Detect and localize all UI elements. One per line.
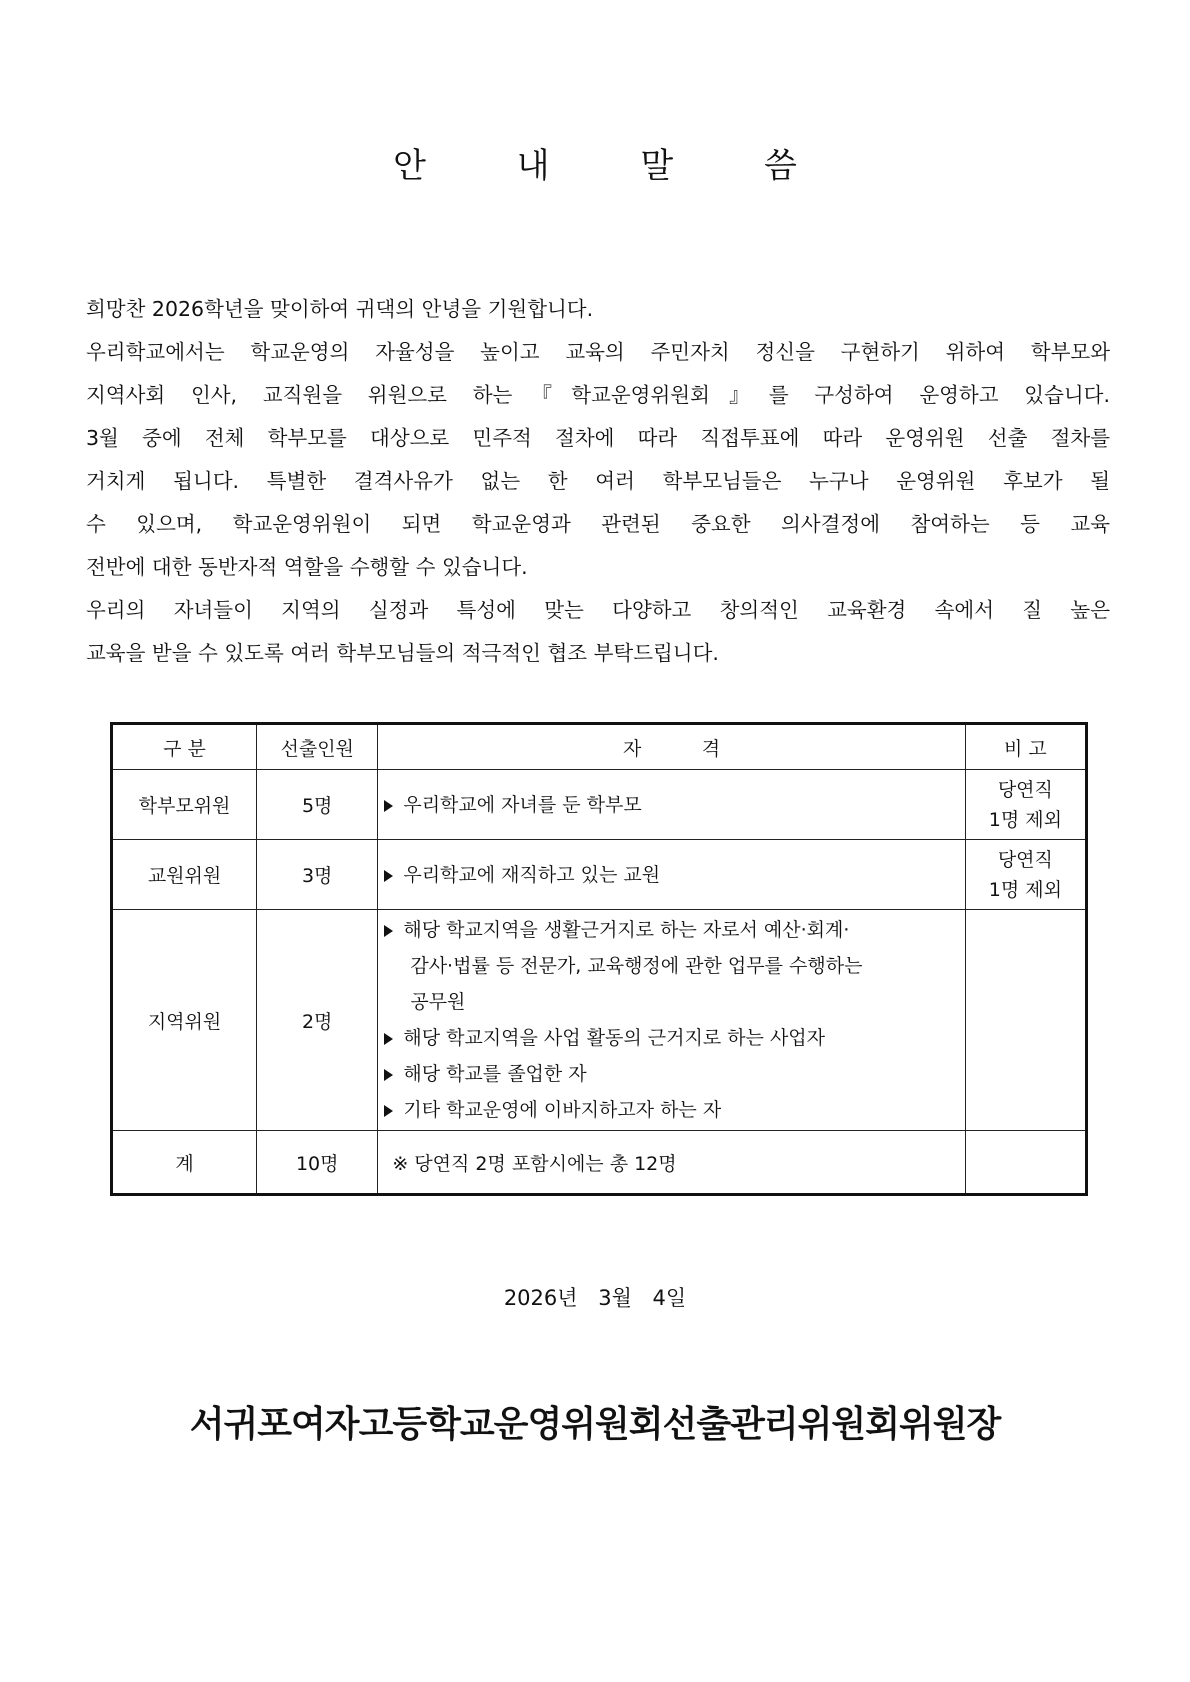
paragraph-line: 3월 중에 전체 학부모를 대상으로 민주적 절차에 따라 직접투표에 따라 운영위원 선출 절차를 [86,426,1110,450]
total-count: 10명 [257,1131,378,1195]
row-count: 3명 [257,840,378,910]
row-category: 지역위원 [112,910,257,1131]
row-category: 학부모위원 [112,770,257,840]
header-count: 선출인원 [257,724,378,770]
row-qualification [378,910,965,1131]
remark-line: 당연직 [997,848,1053,871]
remark-line: 1명 제외 [988,878,1062,901]
qualification-text: 공무원 [410,991,466,1013]
qualification-text: 우리학교에 재직하고 있는 교원 [403,863,661,886]
remark-line: 당연직 [997,778,1053,801]
qualification-text: 기타 학교운영에 이바지하고자 하는 자 [403,1099,722,1121]
page-title: 안 내 말 씀 [393,146,837,186]
paragraph-line: 지역사회 인사, 교직원을 위원으로 하는『학교운영위원회』를 구성하여 운영하고 있습니다. [86,383,1110,407]
table-header-row [112,724,1087,770]
paragraph-line: 거치게 됩니다. 특별한 결격사유가 없는 한 여러 학부모님들은 누구나 운영위원 후보가 될 [86,469,1110,493]
row-qualification [378,770,965,840]
notice-body [86,288,1110,675]
row-count: 2명 [257,910,378,1131]
paragraph-line: 전반에 대한 동반자적 역할을 수행할 수 있습니다. [86,555,528,579]
signature-line: 서귀포여자고등학교운영위원회선출관리위원회위원장 [189,1404,1001,1445]
triangle-bullet-icon [384,870,393,882]
paragraph-line: 희망찬 2026학년을 맞이하여 귀댁의 안녕을 기원합니다. [86,297,594,321]
document-date: 2026년 3월 4일 [503,1286,687,1310]
row-category: 교원위원 [112,840,257,910]
triangle-bullet-icon [384,1069,393,1081]
paragraph-line: 교육을 받을 수 있도록 여러 학부모님들의 적극적인 협조 부탁드립니다. [86,641,719,665]
committee-table [110,722,1088,1196]
table-total-row [112,1131,1087,1195]
qualification-text: 감사·법률 등 전문가, 교육행정에 관한 업무를 수행하는 [410,955,863,977]
triangle-bullet-icon [384,800,393,812]
paragraph-line: 수 있으며, 학교운영위원이 되면 학교운영과 관련된 중요한 의사결정에 참여하는 등 교육 [86,512,1110,536]
table-row [112,770,1087,840]
qualification-text: 해당 학교지역을 생활근거지로 하는 자로서 예산·회계· [403,919,850,941]
header-qualification: 자 격 [378,724,965,770]
table-row [112,910,1087,1131]
total-remark [965,1131,1086,1195]
total-category: 계 [112,1131,257,1195]
remark-line: 1명 제외 [988,808,1062,831]
triangle-bullet-icon [384,1033,393,1045]
triangle-bullet-icon [384,1105,393,1117]
paragraph-line: 우리학교에서는 학교운영의 자율성을 높이고 교육의 주민자치 정신을 구현하기 위하여 학부모와 [86,340,1110,364]
qualification-text: 해당 학교를 졸업한 자 [403,1063,587,1085]
row-remark [965,770,1086,840]
qualification-text: 우리학교에 자녀를 둔 학부모 [403,793,642,816]
table-row [112,840,1087,910]
row-remark [965,910,1086,1131]
qualification-text: 해당 학교지역을 사업 활동의 근거지로 하는 사업자 [403,1027,826,1049]
header-remark: 비 고 [965,724,1086,770]
row-remark [965,840,1086,910]
row-qualification [378,840,965,910]
row-count: 5명 [257,770,378,840]
header-category: 구 분 [112,724,257,770]
paragraph-line: 우리의 자녀들이 지역의 실정과 특성에 맞는 다양하고 창의적인 교육환경 속에서 질 높은 [86,598,1110,622]
total-note: ※ 당연직 2명 포함시에는 총 12명 [378,1131,965,1195]
triangle-bullet-icon [384,925,393,937]
